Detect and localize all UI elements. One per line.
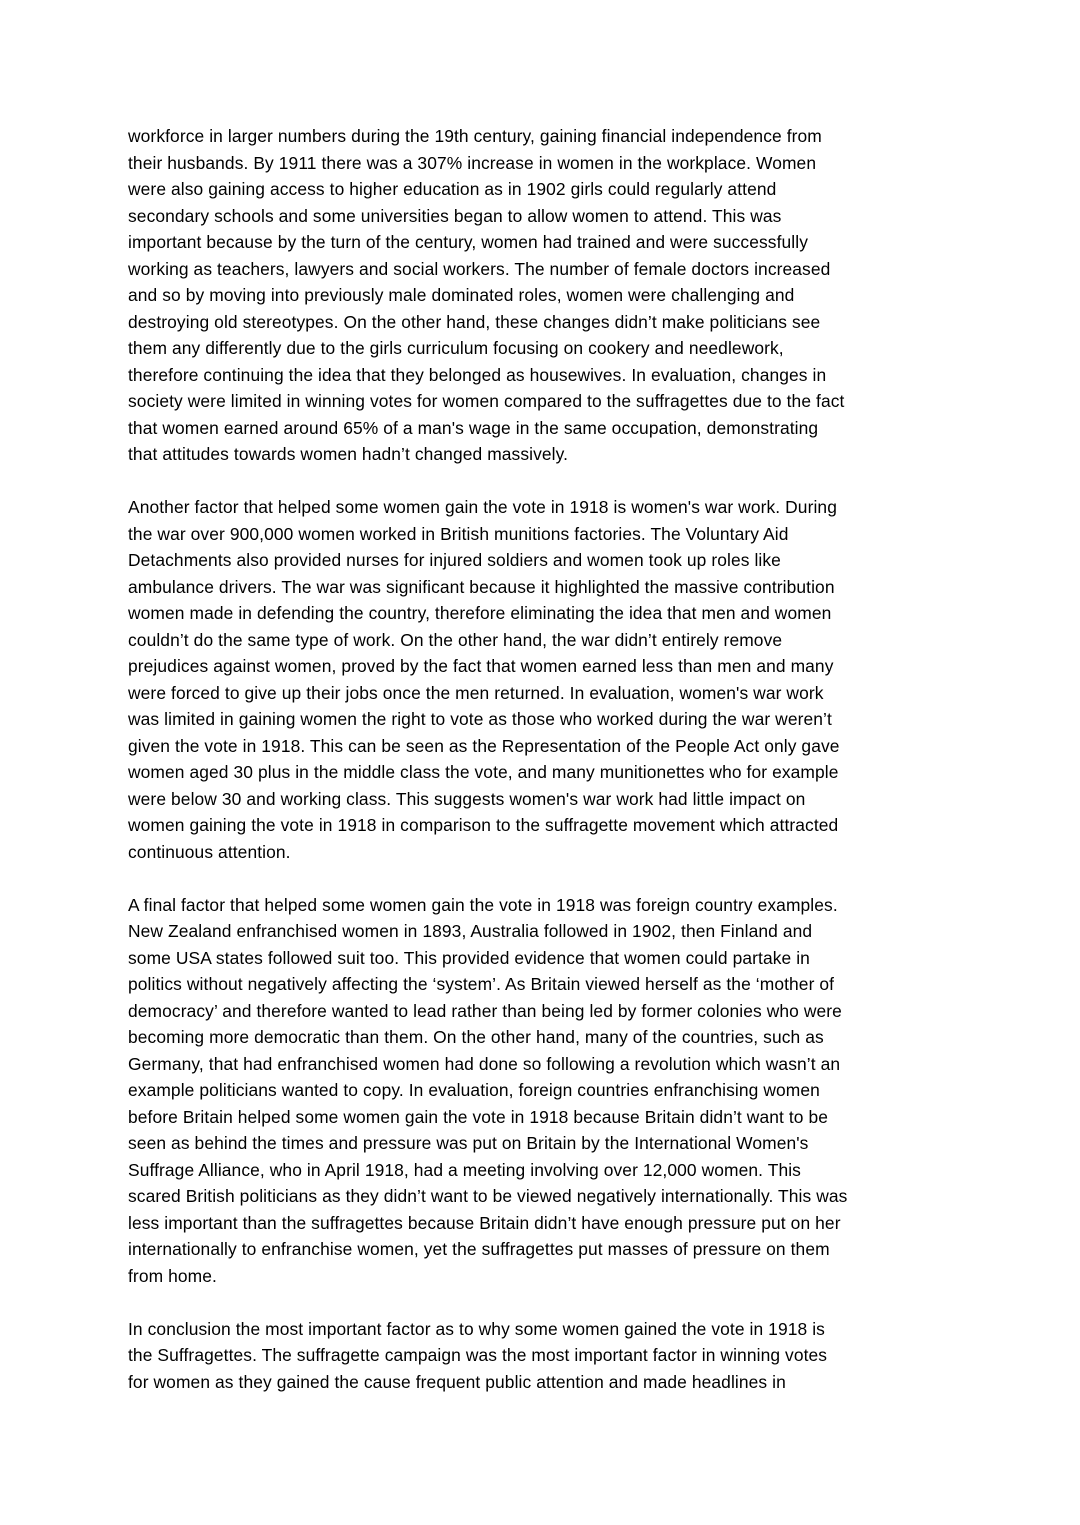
text-line: internationally to enfranchise women, yet the suffragettes put masses of pressure on them bbox=[128, 1239, 830, 1259]
essay-body bbox=[128, 123, 953, 1422]
text-line: were below 30 and working class. This suggests women's war work had little impact on bbox=[128, 788, 806, 809]
text-line: ambulance drivers. The war was significant because it highlighted the massive contribution bbox=[128, 576, 835, 597]
text-line: them any differently due to the girls curriculum focusing on cookery and needlework, bbox=[128, 338, 784, 358]
text-line: the war over 900,000 women worked in British munitions factories. The Voluntary Aid bbox=[128, 523, 789, 544]
text-line: important because by the turn of the century, women had trained and were successfully bbox=[128, 232, 809, 252]
text-line: for women as they gained the cause frequent public attention and made headlines in bbox=[128, 1371, 786, 1392]
text-line: example politicians wanted to copy. In evaluation, foreign countries enfranchising women bbox=[128, 1080, 820, 1100]
text-line: A final factor that helped some women gain the vote in 1918 was foreign country examples. bbox=[128, 894, 838, 915]
text-line: therefore continuing the idea that they belonged as housewives. In evaluation, changes in bbox=[128, 364, 827, 385]
text-line: were forced to give up their jobs once the men returned. In evaluation, women's war work bbox=[128, 682, 824, 703]
paragraph bbox=[128, 1316, 953, 1396]
text-line: women made in defending the country, therefore eliminating the idea that men and women bbox=[128, 603, 832, 623]
text-line: prejudices against women, proved by the fact that women earned less than men and many bbox=[128, 656, 834, 676]
text-line: democracy’ and therefore wanted to lead rather than being led by former colonies who were bbox=[128, 1000, 842, 1021]
text-line: that attitudes towards women hadn’t changed massively. bbox=[128, 444, 569, 464]
text-line: scared British politicians as they didn’t want to be viewed negatively internationally. This was bbox=[128, 1186, 848, 1206]
text-line: Germany, that had enfranchised women had done so following a revolution which wasn’t an bbox=[128, 1053, 841, 1074]
text-line: some USA states followed suit too. This provided evidence that women could partake in bbox=[128, 947, 810, 968]
text-line: the Suffragettes. The suffragette campaign was the most important factor in winning votes bbox=[128, 1345, 828, 1365]
text-line: secondary schools and some universities began to allow women to attend. This was bbox=[128, 205, 782, 226]
text-line: their husbands. By 1911 there was a 307% increase in women in the workplace. Women bbox=[128, 152, 817, 173]
text-line: working as teachers, lawyers and social workers. The number of female doctors increased bbox=[128, 258, 831, 279]
text-line: and so by moving into previously male dominated roles, women were challenging and bbox=[128, 285, 795, 305]
text-line: women gaining the vote in 1918 in comparison to the suffragette movement which attracted bbox=[128, 815, 839, 835]
text-line: continuous attention. bbox=[128, 841, 291, 862]
text-line: politics without negatively affecting the ‘system’. As Britain viewed herself as the ‘mother of bbox=[128, 974, 835, 994]
text-line: Detachments also provided nurses for injured soldiers and women took up roles like bbox=[128, 550, 781, 570]
text-line: seen as behind the times and pressure was put on Britain by the International Women's bbox=[128, 1133, 809, 1153]
text-line: Another factor that helped some women gain the vote in 1918 is women's war work. During bbox=[128, 497, 837, 517]
text-line: becoming more democratic than them. On the other hand, many of the countries, such as bbox=[128, 1027, 824, 1047]
paragraph bbox=[128, 123, 953, 468]
text-line: from home. bbox=[128, 1265, 217, 1286]
text-line: couldn’t do the same type of work. On the other hand, the war didn’t entirely remove bbox=[128, 629, 783, 650]
text-line: were also gaining access to higher education as in 1902 girls could regularly attend bbox=[128, 179, 777, 199]
text-line: women aged 30 plus in the middle class the vote, and many munitionettes who for example bbox=[128, 762, 839, 782]
text-line: given the vote in 1918. This can be seen as the Representation of the People Act only gave bbox=[128, 735, 840, 756]
text-line: before Britain helped some women gain the vote in 1918 because Britain didn’t want to be bbox=[128, 1106, 829, 1127]
paragraph bbox=[128, 494, 953, 865]
text-line: was limited in gaining women the right to vote as those who worked during the war weren’t bbox=[128, 709, 832, 729]
text-line: In conclusion the most important factor as to why some women gained the vote in 1918 is bbox=[128, 1318, 825, 1339]
text-line: Suffrage Alliance, who in April 1918, had a meeting involving over 12,000 women. This bbox=[128, 1159, 801, 1180]
text-line: less important than the suffragettes because Britain didn’t have enough pressure put on her bbox=[128, 1212, 841, 1233]
text-line: society were limited in winning votes for women compared to the suffragettes due to the fact bbox=[128, 391, 845, 411]
text-line: destroying old stereotypes. On the other hand, these changes didn’t make politicians see bbox=[128, 311, 821, 332]
text-line: workforce in larger numbers during the 19th century, gaining financial independence from bbox=[128, 126, 822, 146]
text-line: New Zealand enfranchised women in 1893, Australia followed in 1902, then Finland and bbox=[128, 921, 813, 941]
text-line: that women earned around 65% of a man's wage in the same occupation, demonstrating bbox=[128, 417, 819, 438]
paragraph bbox=[128, 892, 953, 1290]
